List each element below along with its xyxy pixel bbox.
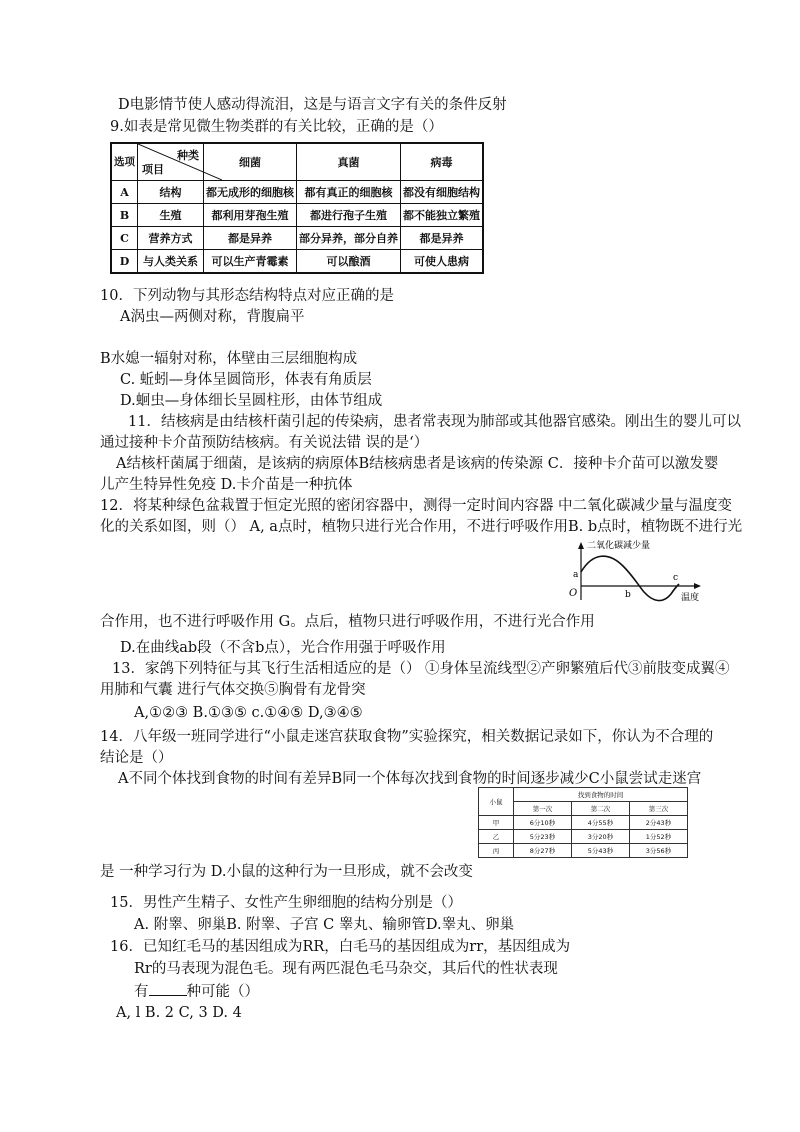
- q10-option-a: A涡虫—两侧对称，背腹扁平: [120, 309, 305, 325]
- q10-stem: 10．下列动物与其形态结构特点对应正确的是: [100, 288, 394, 304]
- q10-option-d: D.蛔虫—身体细长呈圆柱形，由体节组成: [120, 393, 383, 409]
- col-header: 第三次: [630, 802, 688, 816]
- table-cell: 6分10秒: [514, 816, 572, 830]
- q16-stem-3: [134, 981, 259, 1002]
- table-cell: 8分27秒: [514, 844, 572, 858]
- q13-stem-1: 13．家鸽下列特征与其飞行生活相适应的是（） ①身体呈流线型②产卵繁殖后代③前肢变成翼④: [112, 661, 730, 677]
- table-cell: 都是异养: [401, 227, 484, 250]
- maze-time-table: [478, 787, 688, 858]
- q13-stem-2: 用肺和气囊 进行气体交换⑤胸骨有龙骨突: [100, 682, 366, 698]
- q13-options: A,①②③ B.①③⑤ c.①④⑤ D,③④⑤: [134, 705, 363, 721]
- table-row: [111, 181, 483, 204]
- q16-stem-2: Rr的马表现为混色毛。现有两匹混色毛马杂交，其后代的性状表现: [134, 961, 558, 977]
- table-cell: 部分异养，部分自养: [297, 227, 401, 250]
- point-c-label: c: [673, 573, 679, 583]
- y-axis-arrow-icon: [578, 542, 584, 549]
- table-cell: 都不能独立繁殖: [401, 204, 484, 227]
- table-header-row: [479, 788, 688, 802]
- table-cell: 可以酿酒: [297, 250, 401, 274]
- row-option: D: [111, 250, 138, 274]
- col-header: 第二次: [572, 802, 630, 816]
- table-cell: 4分55秒: [572, 816, 630, 830]
- table-cell: 都利用芽孢生殖: [204, 204, 297, 227]
- mouse-header: 小鼠: [479, 788, 514, 816]
- mouse-id: 乙: [479, 830, 514, 844]
- row-option: C: [111, 227, 138, 250]
- table-row: [111, 227, 483, 250]
- table-row: [111, 204, 483, 227]
- q15-stem: 15．男性产生精子、女性产生卵细胞的结构分别是（）: [110, 895, 462, 911]
- q10-option-b: B水媳一辐射对称，体壁由三层细胞构成: [100, 351, 358, 367]
- table-row: [479, 816, 688, 830]
- col-header: 真菌: [297, 143, 401, 181]
- diagonal-header-cell: [138, 143, 204, 181]
- table-cell: 都是异养: [204, 227, 297, 250]
- table-header-row: [111, 143, 483, 181]
- q11-options-1: A结核杆菌属于细菌，是该病的病原体B结核病患者是该病的传染源 C．接种卡介苗可以激发婴: [116, 456, 719, 472]
- q12-stem-3: 合作用，也不进行呼吸作用 G。点后，植物只进行呼吸作用，不进行光合作用: [100, 614, 595, 630]
- col-header: 第一次: [514, 802, 572, 816]
- q16-options: A, l B. 2 C, 3 D. 4: [116, 1005, 242, 1021]
- corner-top-label: 种类: [177, 149, 199, 162]
- mouse-id: 甲: [479, 816, 514, 830]
- col-header: 细菌: [204, 143, 297, 181]
- table-row: [479, 830, 688, 844]
- q10-option-c: C. 蚯蚓—身体呈圆筒形，体表有角质层: [120, 372, 372, 388]
- q9-stem: 9.如表是常见微生物类群的有关比较，正确的是（）: [110, 119, 443, 135]
- q12-stem-1: 12．将某种绿色盆栽置于恒定光照的密闭容器中，测得一定时间内容器 中二氧化碳减少量与温度变: [100, 498, 733, 514]
- corner-bottom-label: 项目: [142, 163, 164, 176]
- table-cell: 2分43秒: [630, 816, 688, 830]
- table-row: [479, 844, 688, 858]
- table-cell: 可以生产青霉素: [204, 250, 297, 274]
- row-item: 营养方式: [138, 227, 204, 250]
- q11-stem-2: 通过接种卡介苗预防结核病。有关说法错 误的是‘）: [100, 435, 429, 451]
- table-cell: 都无成形的细胞核: [204, 181, 297, 204]
- mouse-id: 丙: [479, 844, 514, 858]
- q16-stem-1: 16．已知红毛马的基因组成为RR，白毛马的基因组成为rr，基因组成为: [110, 939, 571, 955]
- table-row: [111, 250, 483, 274]
- table-cell: 3分56秒: [630, 844, 688, 858]
- answer-blank: [149, 981, 187, 996]
- q14-stem-1: 14．八年级一班同学进行“小鼠走迷宫获取食物”实验探究，相关数据记录如下，你认为不合理的: [100, 729, 714, 745]
- table-cell: 都进行孢子生殖: [297, 204, 401, 227]
- option-header: 选项: [111, 143, 138, 181]
- col-header: 病毒: [401, 143, 484, 181]
- q16-stem-3-start: 有: [134, 984, 149, 1000]
- microbe-comparison-table: [110, 142, 484, 274]
- q11-options-2: 儿产生特异性免疫 D.卡介苗是一种抗体: [100, 477, 353, 493]
- point-b-label: b: [625, 590, 631, 600]
- y-axis-label: 二氧化碳减少量: [587, 541, 651, 551]
- q12-option-d: D.在曲线ab段（不含b点），光合作用强于呼吸作用: [120, 640, 446, 656]
- table-cell: 都有真正的细胞核: [297, 181, 401, 204]
- table-cell: 1分52秒: [630, 830, 688, 844]
- row-option: B: [111, 204, 138, 227]
- co2-temperature-chart: [565, 538, 705, 610]
- row-item: 生殖: [138, 204, 204, 227]
- q8-option-d: D电影情节使人感动得流泪，这是与语言文字有关的条件反射: [118, 97, 507, 113]
- table-cell: 5分23秒: [514, 830, 572, 844]
- group-header: 找到食物的时间: [514, 788, 688, 802]
- point-a-label: a: [573, 570, 579, 580]
- q16-stem-3-end: 种可能（）: [186, 984, 259, 1000]
- table-cell: 5分43秒: [572, 844, 630, 858]
- row-option: A: [111, 181, 138, 204]
- table-cell: 可使人患病: [401, 250, 484, 274]
- q14-options-1: A不同个体找到食物的时间有差异B同一个体每次找到食物的时间逐步减少C小鼠尝试走迷宫: [118, 771, 702, 787]
- row-item: 与人类关系: [138, 250, 204, 274]
- q14-stem-2: 结论是（）: [100, 750, 173, 766]
- table-cell: 3分20秒: [572, 830, 630, 844]
- x-axis-arrow-icon: [694, 583, 701, 589]
- row-item: 结构: [138, 181, 204, 204]
- q12-stem-2: 化的关系如图，则（） A, a点时，植物只进行光合作用，不进行呼吸作用B. b点时，植物既不进行光: [100, 519, 743, 535]
- origin-label: O: [569, 588, 578, 599]
- q15-options: A. 附睾、卵巢B. 附睾、子宫 C 睾丸、输卵管D.睾丸、卵巢: [134, 917, 515, 933]
- q14-options-2: 是 一种学习行为 D.小鼠的这种行为一旦形成，就不会改变: [100, 864, 473, 880]
- q11-stem-1: 11．结核病是由结核杆菌引起的传染病，患者常表现为肺部或其他器官感染。刚出生的婴儿可以: [128, 414, 741, 430]
- x-axis-label: 温度: [681, 593, 700, 603]
- table-cell: 都没有细胞结构: [401, 181, 484, 204]
